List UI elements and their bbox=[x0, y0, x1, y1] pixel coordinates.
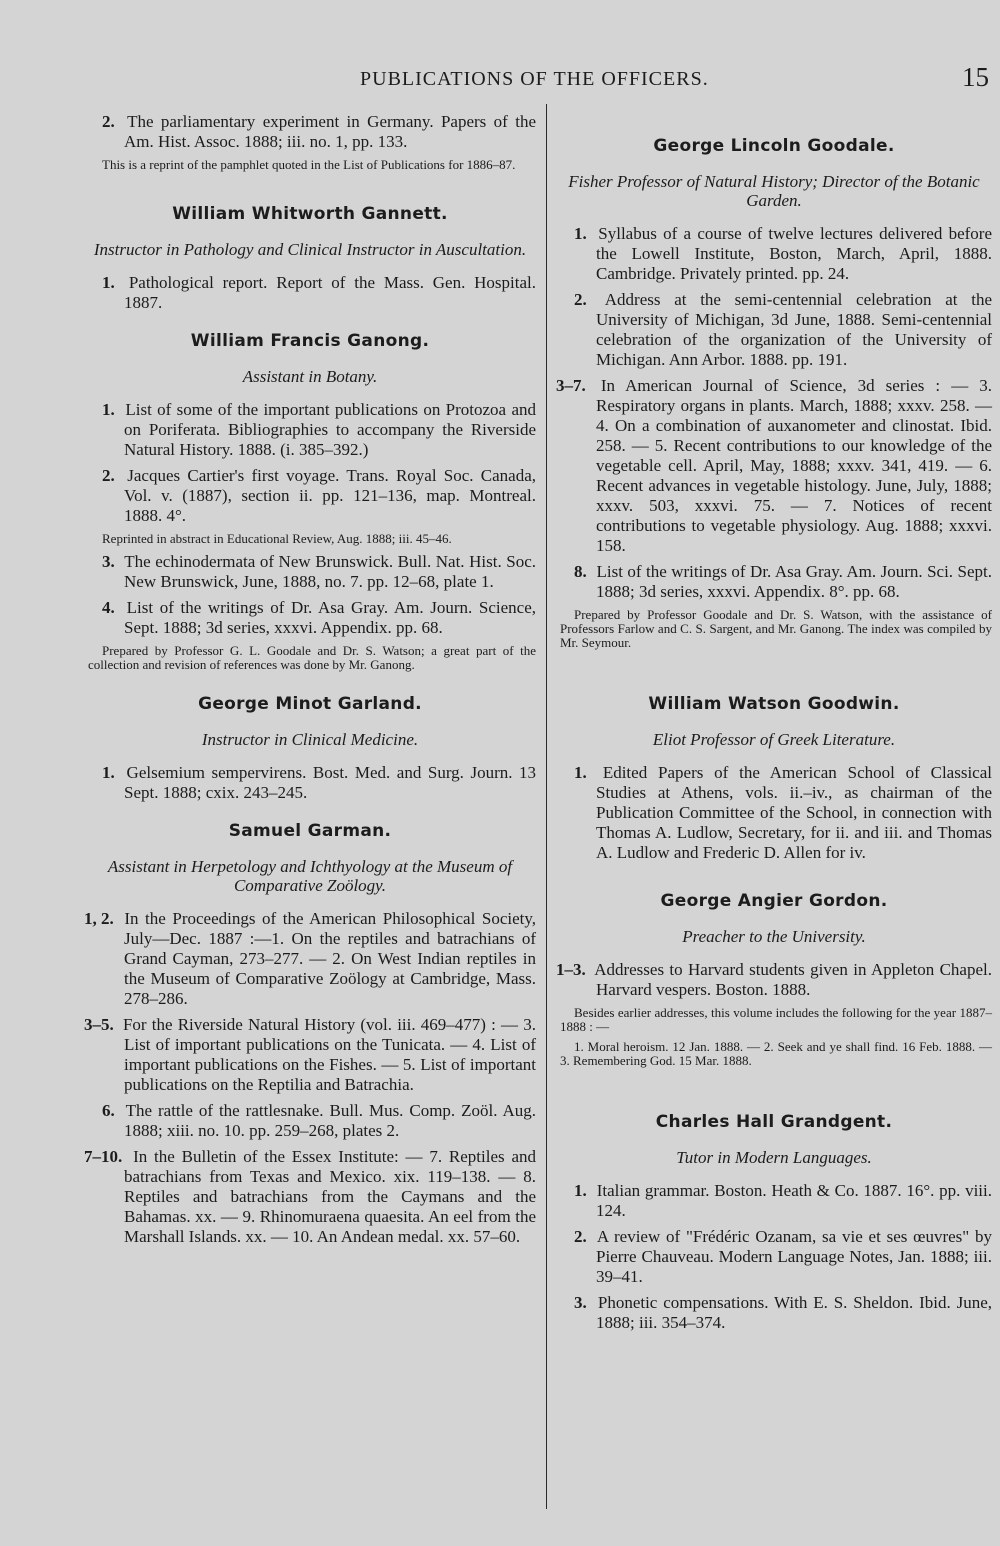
entry-text: A review of "Frédéric Ozanam, sa vie et ses œuvres" by Pierre Chauveau. Modern Language Notes, Jan. 1888; iii. 39–41. bbox=[596, 1227, 992, 1286]
entry-number: 1, 2. bbox=[84, 909, 114, 928]
entry-text: The parliamentary experiment in Germany. Papers of the Am. Hist. Assoc. 1888; iii. no. 1, pp. 133. bbox=[124, 112, 536, 151]
right-column bbox=[556, 112, 992, 1339]
running-head: PUBLICATIONS OF THE OFFICERS. bbox=[360, 68, 709, 90]
entry-number: 8. bbox=[574, 562, 587, 581]
person-name: William Whitworth Gannett. bbox=[172, 204, 448, 224]
entry-number: 2. bbox=[574, 290, 587, 309]
page-header bbox=[0, 62, 1000, 102]
entry-number: 2. bbox=[102, 112, 115, 131]
person-title: Tutor in Modern Languages. bbox=[676, 1148, 872, 1167]
person-title: Preacher to the University. bbox=[682, 927, 866, 946]
entry-number: 1. bbox=[574, 224, 587, 243]
pub-entry bbox=[556, 224, 992, 284]
entry-number: 1. bbox=[102, 763, 115, 782]
entry-text: The echinodermata of New Brunswick. Bull. Nat. Hist. Soc. New Brunswick, June, 1888, no. 7. pp. 12–68, plate 1. bbox=[124, 552, 536, 591]
entry-number: 7–10. bbox=[84, 1147, 123, 1166]
page-number: 15 bbox=[962, 62, 989, 92]
entry-number: 1. bbox=[574, 1181, 587, 1200]
entry-note: Prepared by Professor Goodale and Dr. S. Watson, with the assistance of Professors Farlow and C. S. Sargent, and Mr. Ganong. The index was compiled by Mr. Seymour. bbox=[560, 607, 992, 650]
entry-text: Syllabus of a course of twelve lectures delivered before the Lowell Institute, Boston, March, April, 1888. Cambridge. Privately printed. pp. 24. bbox=[596, 224, 992, 283]
entry-text: Pathological report. Report of the Mass. Gen. Hospital. 1887. bbox=[124, 273, 536, 312]
pub-entry bbox=[84, 552, 536, 592]
pub-entry bbox=[556, 1181, 992, 1221]
entry-number: 3–7. bbox=[556, 376, 586, 395]
pub-entry bbox=[84, 273, 536, 313]
person-name: William Watson Goodwin. bbox=[648, 694, 900, 714]
pub-entry bbox=[84, 112, 536, 152]
pub-entry bbox=[84, 1147, 536, 1247]
entry-text: For the Riverside Natural History (vol. iii. 469–477) : — 3. List of important publications on the Tunicata. — 4. List of important publications on the Fishes. — 5. List of important publications on the Reptilia and Batrachia. bbox=[122, 1015, 536, 1094]
entry-text: Gelsemium sempervirens. Bost. Med. and Surg. Journ. 13 Sept. 1888; cxix. 243–245. bbox=[124, 763, 537, 802]
entry-note: Prepared by Professor G. L. Goodale and Dr. S. Watson; a great part of the collection and revision of references was done by Mr. Ganong. bbox=[88, 643, 536, 672]
person-name: George Lincoln Goodale. bbox=[653, 136, 895, 156]
pub-entry bbox=[84, 466, 536, 526]
entry-number: 6. bbox=[102, 1101, 115, 1120]
pub-entry bbox=[84, 598, 536, 638]
pub-entry bbox=[84, 1015, 536, 1095]
entry-text: In American Journal of Science, 3d series : — 3. Respiratory organs in plants. March, 1888; xxxv. 258. — 4. On a combination of auxanometer and clinostat. Ibid. 258. — 5. Recent contributions to our knowledge of the vegetable cell. April, May, 1888; xxxv. 341, 419. — 6. Recent advances in vegetable histology. June, July, 1888; xxxv. 503, xxxvi. 75. — 7. Notices of recent contributions to vegetable physiology. Aug. 1888; xxxvi. 158. bbox=[596, 376, 993, 555]
entry-note: Reprinted in abstract in Educational Review, Aug. 1888; iii. 45–46. bbox=[102, 531, 452, 546]
pub-entry bbox=[556, 1293, 992, 1333]
person-name: Charles Hall Grandgent. bbox=[655, 1112, 893, 1132]
entry-number: 3. bbox=[102, 552, 115, 571]
pub-entry bbox=[556, 376, 992, 556]
pub-entry bbox=[556, 562, 992, 602]
entry-text: The rattle of the rattlesnake. Bull. Mus. Comp. Zoöl. Aug. 1888; xiii. no. 10. pp. 259–268, plates 2. bbox=[124, 1101, 536, 1140]
entry-number: 2. bbox=[574, 1227, 587, 1246]
entry-text: Address at the semi-centennial celebration at the University of Michigan, 3d June, 1888. Semi-centennial celebration of the organization of the University of Michigan. Ann Arbor. 1888. pp. 191. bbox=[596, 290, 993, 369]
entry-number: 1. bbox=[574, 763, 587, 782]
entry-number: 2. bbox=[102, 466, 115, 485]
entry-number: 4. bbox=[102, 598, 115, 617]
person-title: Assistant in Herpetology and Ichthyology at the Museum of Comparative Zoölogy. bbox=[107, 857, 513, 895]
person-name: William Francis Ganong. bbox=[190, 331, 430, 351]
pub-entry bbox=[556, 960, 992, 1000]
pub-entry bbox=[84, 763, 536, 803]
entry-text: List of the writings of Dr. Asa Gray. Am. Journ. Sci. Sept. 1888; 3d series, xxxvi. Appendix. 8°. pp. 68. bbox=[596, 562, 992, 601]
entry-note: This is a reprint of the pamphlet quoted in the List of Publications for 1886–87. bbox=[102, 157, 516, 172]
pub-entry bbox=[84, 400, 536, 460]
entry-text: List of the writings of Dr. Asa Gray. Am. Journ. Science, Sept. 1888; 3d series, xxxvi. Appendix. pp. 68. bbox=[124, 598, 537, 637]
entry-text: Edited Papers of the American School of Classical Studies at Athens, vols. ii.–iv., as chairman of the Publication Committee of the School, in connection with Thomas A. Ludlow, Secretary, for ii. and iii. and Thomas A. Ludlow and Frederic D. Allen for iv. bbox=[596, 763, 992, 862]
person-name: Samuel Garman. bbox=[228, 821, 392, 841]
entry-number: 1. bbox=[102, 400, 115, 419]
pub-entry bbox=[556, 290, 992, 370]
person-title: Instructor in Clinical Medicine. bbox=[201, 730, 419, 749]
person-title: Eliot Professor of Greek Literature. bbox=[652, 730, 896, 749]
person-name: George Minot Garland. bbox=[198, 694, 422, 714]
person-title: Instructor in Pathology and Clinical Instructor in Auscultation. bbox=[93, 240, 527, 259]
left-column bbox=[84, 112, 536, 1253]
entry-note: Besides earlier addresses, this volume includes the following for the year 1887–1888 : — bbox=[560, 1005, 992, 1034]
entry-text: Phonetic compensations. With E. S. Sheldon. Ibid. June, 1888; iii. 354–374. bbox=[596, 1293, 993, 1332]
entry-text: Italian grammar. Boston. Heath & Co. 1887. 16°. pp. viii. 124. bbox=[596, 1181, 992, 1220]
entry-text: In the Proceedings of the American Philosophical Society, July—Dec. 1887 :—1. On the reptiles and batrachians of Grand Cayman, 273–277. — 2. On West Indian reptiles in the Museum of Comparative Zoölogy at Cambridge, Mass. 278–286. bbox=[124, 909, 537, 1008]
pub-entry bbox=[84, 1101, 536, 1141]
person-title: Fisher Professor of Natural History; Director of the Botanic Garden. bbox=[568, 172, 980, 210]
entry-text: List of some of the important publications on Protozoa and on Poriferata. Bibliographies to accompany the Riverside Natural History. 1888. (i. 385–392.) bbox=[124, 400, 536, 459]
pub-entry bbox=[556, 763, 992, 863]
entry-number: 3–5. bbox=[84, 1015, 114, 1034]
person-title: Assistant in Botany. bbox=[242, 367, 378, 386]
person-name: George Angier Gordon. bbox=[660, 891, 888, 911]
pub-entry bbox=[556, 1227, 992, 1287]
entry-text: In the Bulletin of the Essex Institute: — 7. Reptiles and batrachians from Texas and Mexico. xix. 119–138. — 8. Reptiles and batrachians from the Caymans and the Bahamas. xx. — 9. Rhinomuraena quaesita. An eel from the Marshall Islands. xx. — 10. An Andean medal. xx. 57–60. bbox=[124, 1147, 537, 1246]
entry-text: Jacques Cartier's first voyage. Trans. Royal Soc. Canada, Vol. v. (1887), section ii. pp. 121–136, map. Montreal. 1888. 4°. bbox=[124, 466, 537, 525]
entry-text: Addresses to Harvard students given in Appleton Chapel. Harvard vespers. Boston. 1888. bbox=[594, 960, 992, 999]
entry-number: 3. bbox=[574, 1293, 587, 1312]
column-divider bbox=[546, 104, 547, 1509]
entry-number: 1–3. bbox=[556, 960, 586, 979]
pub-entry bbox=[84, 909, 536, 1009]
entry-number: 1. bbox=[102, 273, 115, 292]
entry-note: 1. Moral heroism. 12 Jan. 1888. — 2. Seek and ye shall find. 16 Feb. 1888. — 3. Remembering God. 15 Mar. 1888. bbox=[560, 1039, 992, 1068]
